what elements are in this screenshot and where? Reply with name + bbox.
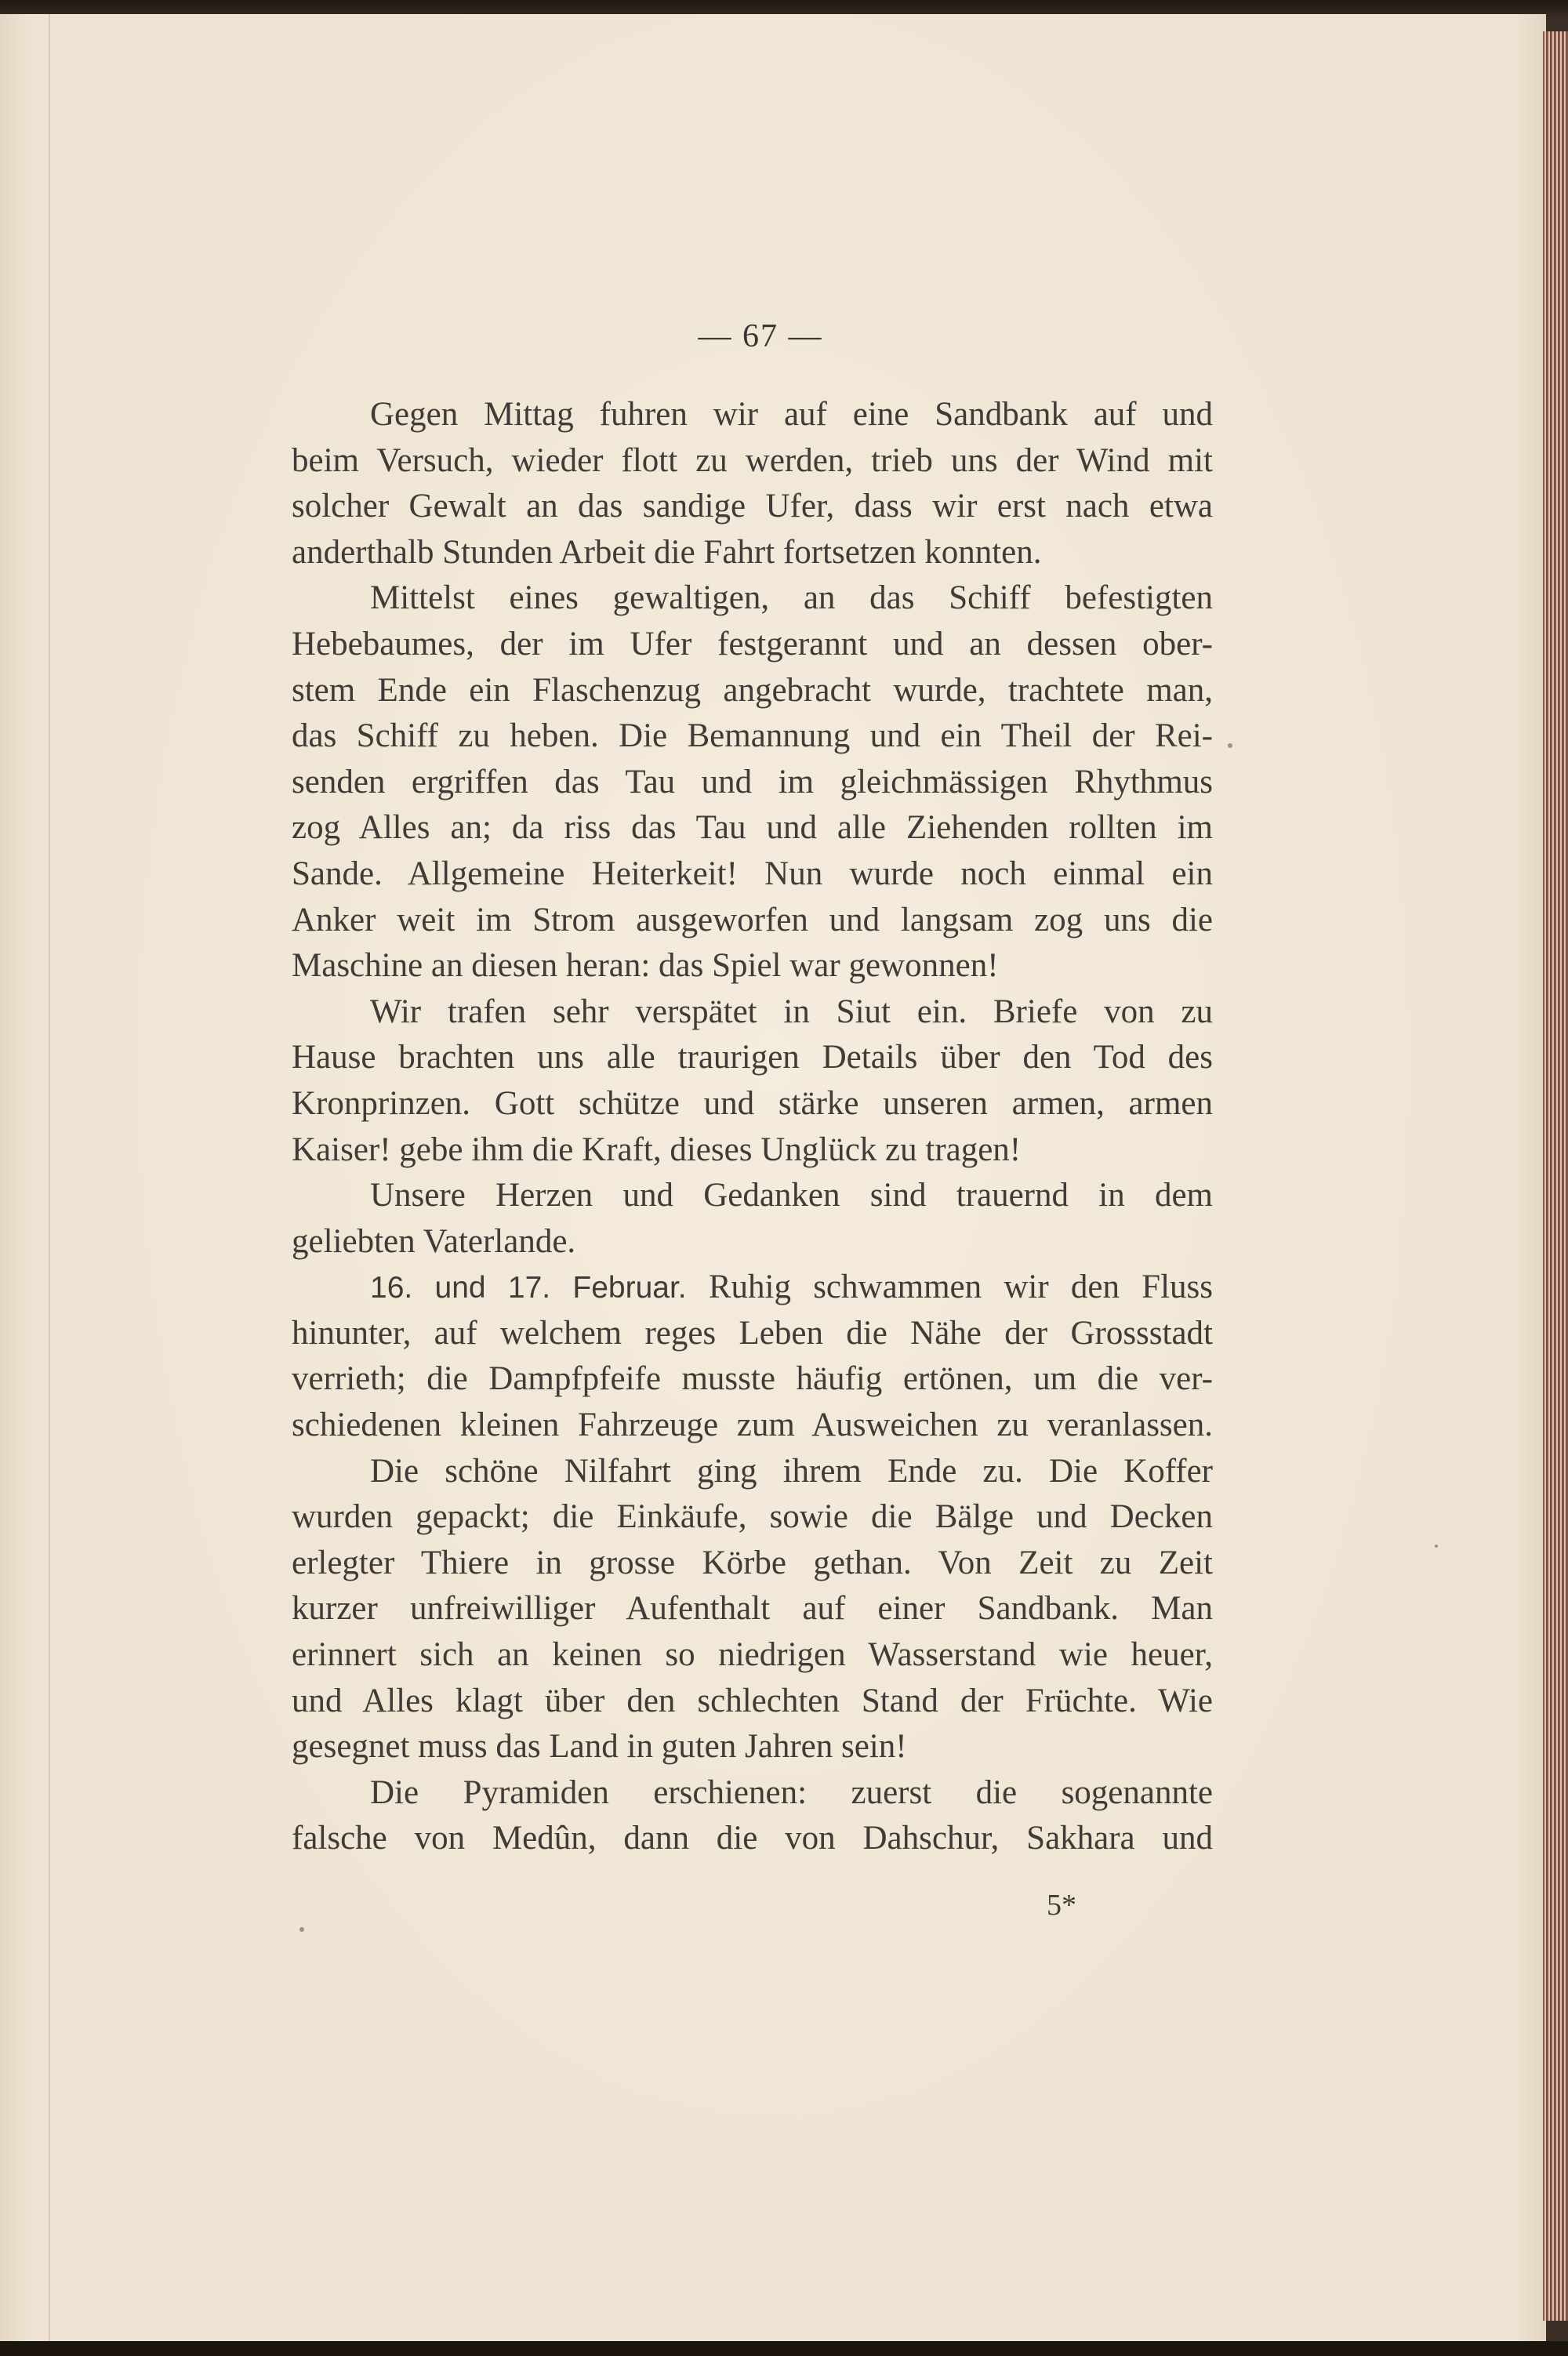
text-line: verrieth; die Dampfpfeife musste häufig ertönen, um die ver- bbox=[292, 1360, 1213, 1398]
text-line-dated bbox=[292, 1265, 1213, 1311]
book-bottom-edge bbox=[0, 2341, 1568, 2356]
body-text bbox=[292, 392, 1213, 1862]
book-page-edges bbox=[1543, 31, 1568, 2321]
text-line: Anker weit im Strom ausgeworfen und langsam zog uns die bbox=[292, 901, 1213, 938]
text-line: und Alles klagt über den schlechten Stand der Früchte. Wie bbox=[292, 1682, 1213, 1719]
text-line: erinnert sich an keinen so niedrigen Wasserstand wie heuer, bbox=[292, 1636, 1213, 1674]
text-line: wurden gepackt; die Einkäufe, sowie die Bälge und Decken bbox=[292, 1498, 1213, 1536]
text-line: beim Versuch, wieder flott zu werden, trieb uns der Wind mit bbox=[292, 441, 1213, 479]
text-line: Hebebaumes, der im Ufer festgerannt und an dessen ober- bbox=[292, 625, 1213, 663]
text-line: senden ergriffen das Tau und im gleichmässigen Rhythmus bbox=[292, 763, 1213, 800]
text-line: gesegnet muss das Land in guten Jahren sein! bbox=[292, 1728, 907, 1766]
paper-speck bbox=[1228, 743, 1232, 748]
text-line: kurzer unfreiwilliger Aufenthalt auf einer Sandbank. Man bbox=[292, 1590, 1213, 1628]
text-line: hinunter, auf welchem reges Leben die Nähe der Grossstadt bbox=[292, 1314, 1213, 1352]
text-line: Die schöne Nilfahrt ging ihrem Ende zu. Die Koffer bbox=[370, 1452, 1213, 1490]
text-line: stem Ende ein Flaschenzug angebracht wurde, trachtete man, bbox=[292, 671, 1213, 709]
text-line: geliebten Vaterlande. bbox=[292, 1222, 576, 1260]
text-line: Die Pyramiden erschienen: zuerst die sogenannte bbox=[370, 1773, 1213, 1811]
date-label: 16. und 17. Februar. bbox=[370, 1271, 687, 1305]
text-line: das Schiff zu heben. Die Bemannung und ein Theil der Rei- bbox=[292, 717, 1213, 755]
text-line: schiedenen kleinen Fahrzeuge zum Ausweichen zu veranlassen. bbox=[292, 1407, 1213, 1444]
text-line: Wir trafen sehr verspätet in Siut ein. Briefe von zu bbox=[370, 993, 1213, 1030]
text-line: solcher Gewalt an das sandige Ufer, dass wir erst nach etwa bbox=[292, 488, 1213, 525]
text-line: Mittelst eines gewaltigen, an das Schiff befestigten bbox=[370, 579, 1213, 617]
text-line: Hause brachten uns alle traurigen Details über den Tod des bbox=[292, 1039, 1213, 1076]
text-line: Maschine an diesen heran: das Spiel war gewonnen! bbox=[292, 947, 999, 985]
date-line-text: Ruhig schwammen wir den Fluss bbox=[708, 1269, 1214, 1306]
signature-mark: 5* bbox=[1047, 1889, 1076, 1922]
paper-speck bbox=[299, 1927, 304, 1932]
paper-speck bbox=[1435, 1545, 1438, 1548]
page-gutter bbox=[49, 14, 50, 2343]
text-line: Kronprinzen. Gott schütze und stärke unseren armen, armen bbox=[292, 1084, 1213, 1122]
text-line: anderthalb Stunden Arbeit die Fahrt fortsetzen konnten. bbox=[292, 533, 1042, 571]
text-line: Unsere Herzen und Gedanken sind trauernd in dem bbox=[370, 1177, 1213, 1214]
text-line: erlegter Thiere in grosse Körbe gethan. Von Zeit zu Zeit bbox=[292, 1544, 1213, 1581]
page-number-header: — 67 — bbox=[698, 318, 823, 354]
text-line: Kaiser! gebe ihm die Kraft, dieses Unglück zu tragen! bbox=[292, 1131, 1022, 1168]
text-line: Sande. Allgemeine Heiterkeit! Nun wurde noch einmal ein bbox=[292, 855, 1213, 892]
text-line: zog Alles an; da riss das Tau und alle Ziehenden rollten im bbox=[292, 809, 1213, 847]
text-line: falsche von Medûn, dann die von Dahschur, Sakhara und bbox=[292, 1820, 1213, 1857]
text-line: Gegen Mittag fuhren wir auf eine Sandbank auf und bbox=[370, 396, 1213, 433]
